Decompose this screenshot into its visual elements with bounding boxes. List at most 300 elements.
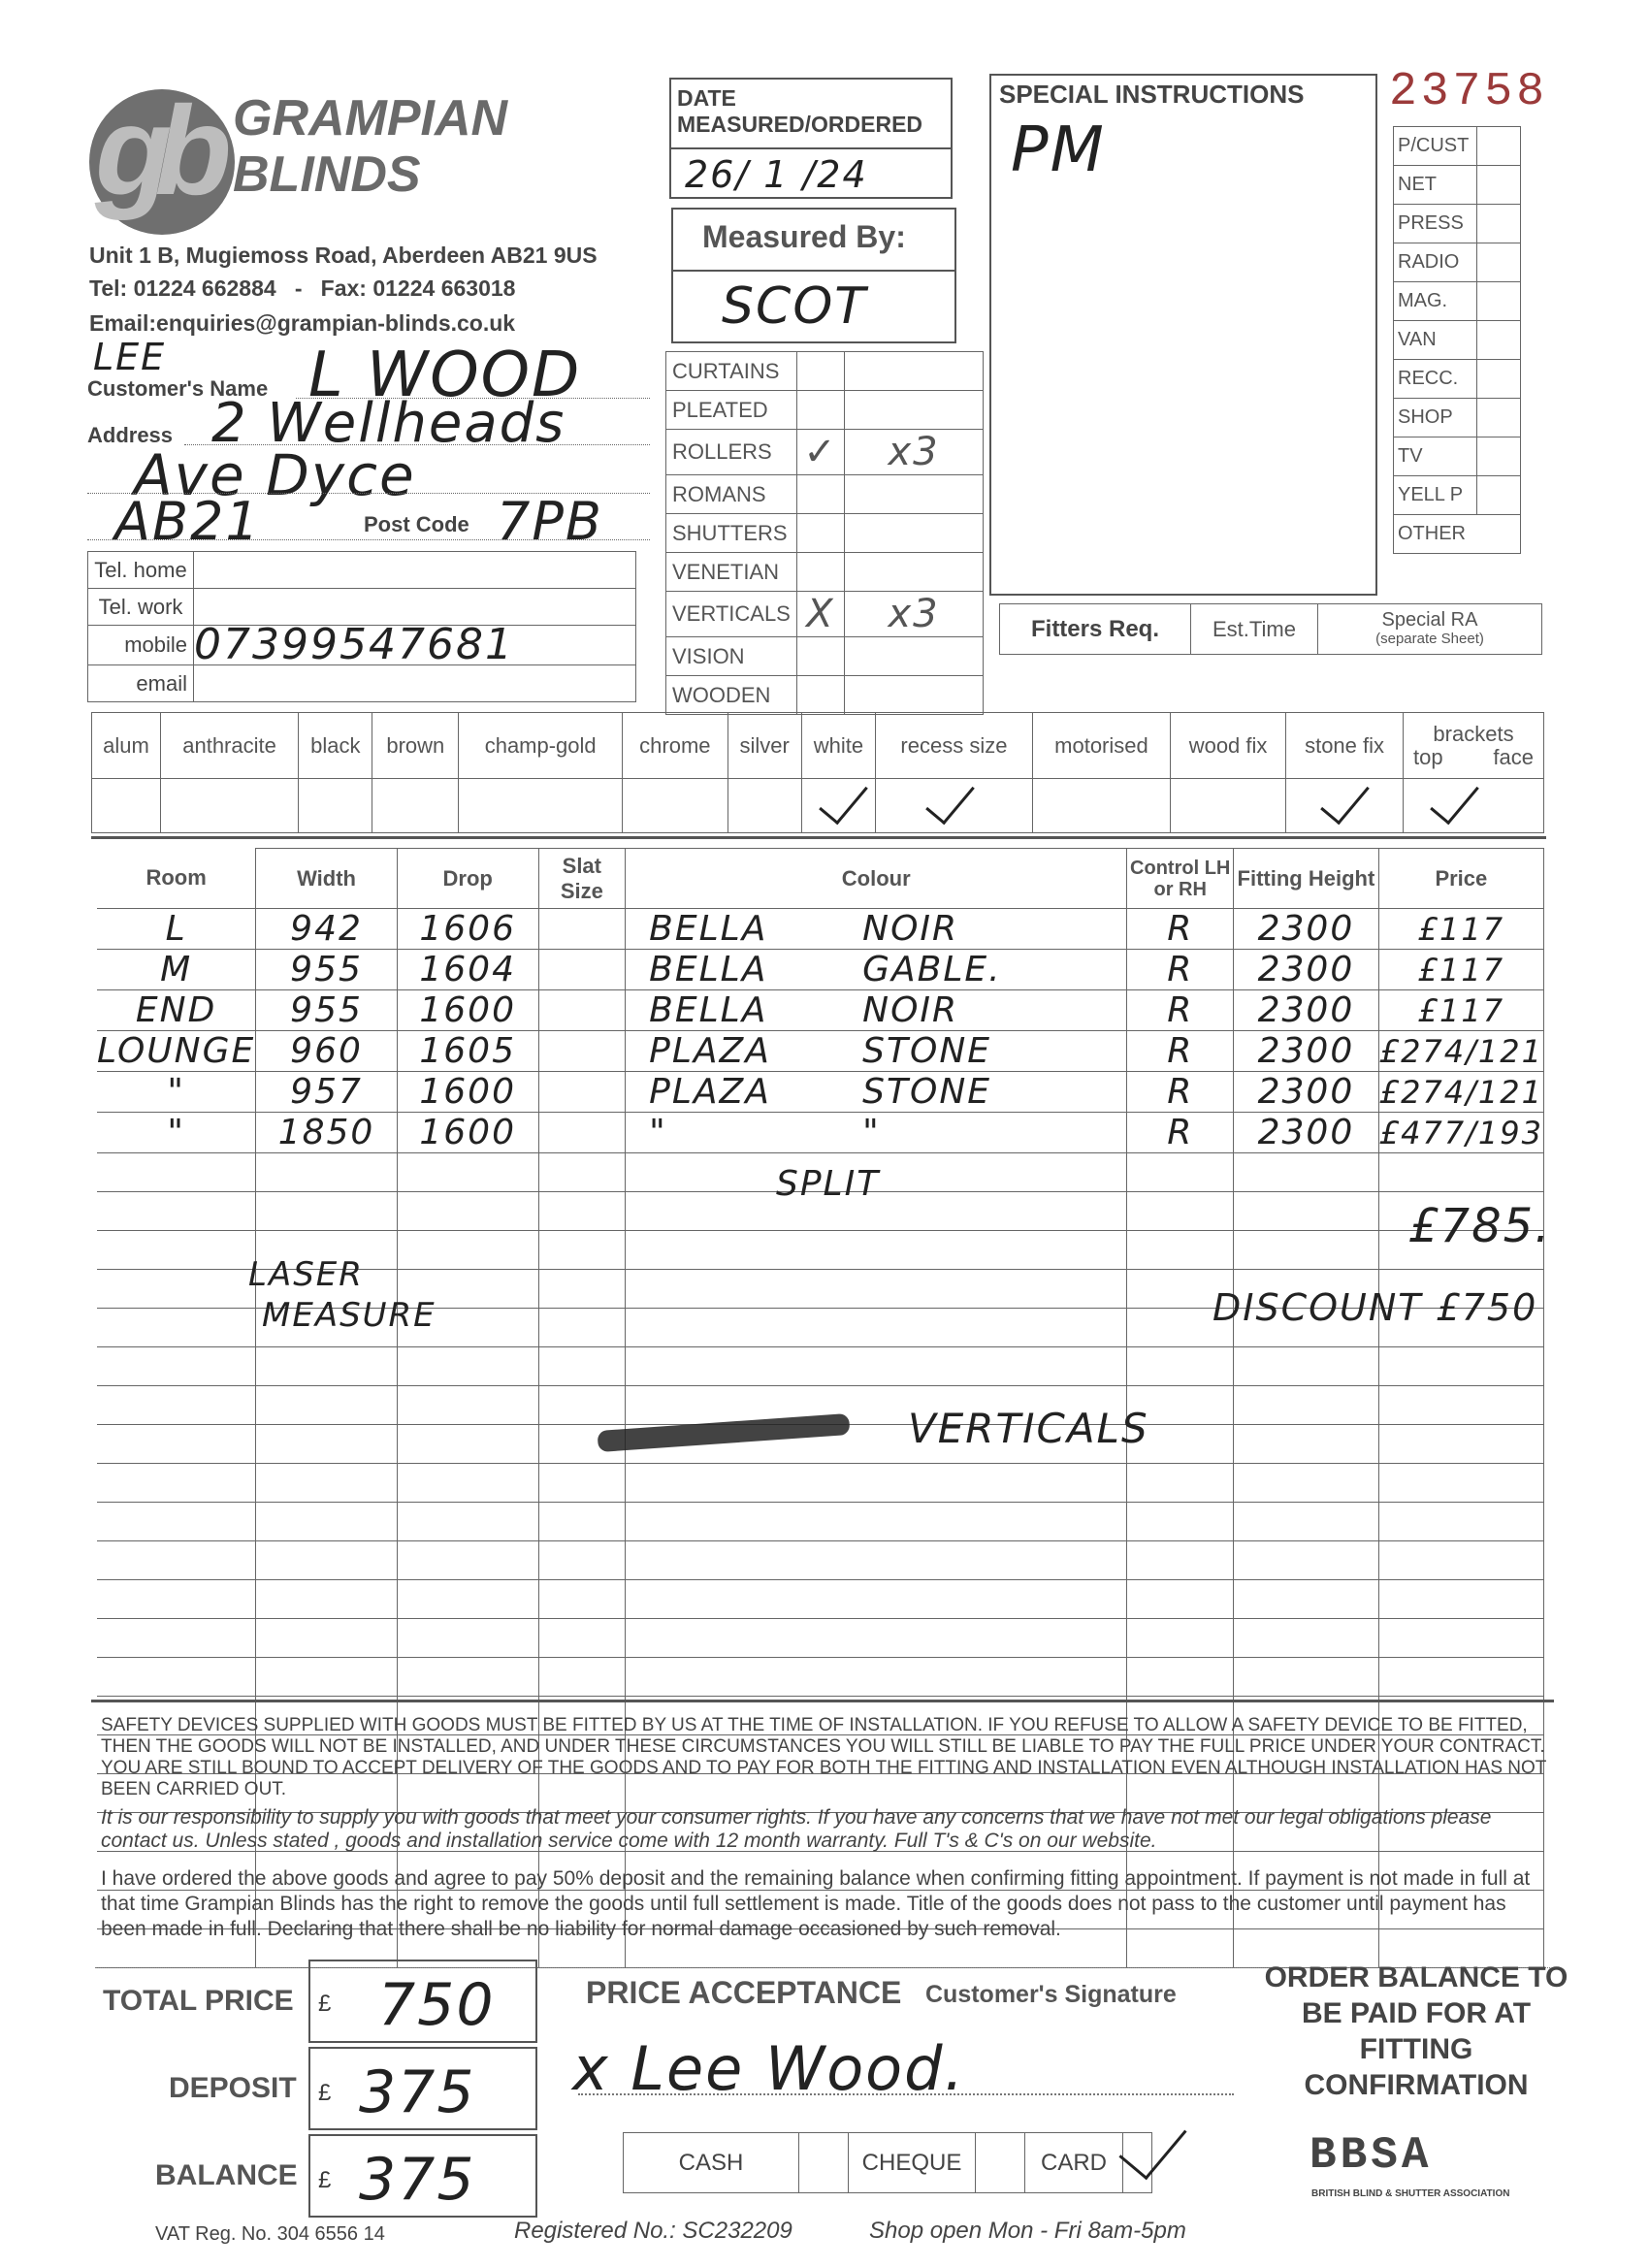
option-label: motorised — [1032, 713, 1170, 779]
payment-cheque: CHEQUE — [849, 2133, 976, 2193]
product-type-label: ROLLERS — [666, 430, 797, 475]
cell-drop: 1605 — [397, 1031, 538, 1072]
cell-control — [1127, 1619, 1234, 1658]
bbsa-logo: BBSA — [1310, 2130, 1433, 2181]
source-row — [1394, 399, 1521, 437]
cell-room: M — [97, 950, 256, 990]
email-label: email — [88, 665, 194, 702]
note-laser-1: LASER — [248, 1255, 364, 1294]
colour-shade: NOIR — [862, 990, 959, 1030]
brackets-value — [1404, 779, 1544, 833]
special-instructions-value: PM — [1011, 114, 1106, 186]
table-row — [97, 1541, 1544, 1580]
cell-drop — [397, 1503, 538, 1541]
source-checkbox — [1477, 360, 1521, 399]
source-row — [1394, 243, 1521, 282]
cell-price — [1378, 1347, 1543, 1386]
cell-width — [256, 1658, 398, 1697]
vat-number: VAT Reg. No. 304 6556 14 — [155, 2223, 385, 2245]
cell-room: " — [97, 1072, 256, 1113]
cell-room — [97, 1658, 256, 1697]
cell-room — [97, 1309, 256, 1347]
colour-name: PLAZA — [649, 1031, 771, 1071]
customer-name-label: Customer's Name — [87, 376, 269, 401]
cell-price: £117 — [1378, 909, 1543, 950]
cell-control — [1127, 1464, 1234, 1503]
options-table — [91, 712, 1544, 833]
table-row — [97, 1113, 1544, 1153]
cell-drop — [397, 1192, 538, 1231]
date-label: DATE MEASURED/ORDERED — [677, 85, 923, 137]
option-tick — [926, 773, 976, 826]
source-row — [1394, 205, 1521, 243]
option-value — [1286, 779, 1404, 833]
fitters-table — [999, 603, 1542, 655]
product-type-qty — [845, 676, 984, 715]
tel-work-label: Tel. work — [88, 589, 194, 626]
cell-slat — [538, 1464, 626, 1503]
measured-by-label: Measured By: — [702, 219, 906, 254]
address-line1: 2 Wellheads — [211, 392, 566, 455]
cell-colour — [626, 1503, 1127, 1541]
table-row — [97, 1619, 1544, 1658]
cell-drop — [397, 1658, 538, 1697]
cell-control — [1127, 1347, 1234, 1386]
cell-drop: 1600 — [397, 1072, 538, 1113]
source-checkbox — [1477, 205, 1521, 243]
cell-width — [256, 1619, 398, 1658]
cell-control: R — [1127, 1031, 1234, 1072]
special-ra — [1318, 604, 1542, 655]
option-value — [459, 779, 623, 833]
company-address: Unit 1 B, Mugiemoss Road, Aberdeen AB21 9US — [89, 243, 598, 268]
cell-slat — [538, 1658, 626, 1697]
option-label: anthracite — [160, 713, 298, 779]
cell-colour — [626, 1464, 1127, 1503]
cell-drop: 1600 — [397, 990, 538, 1031]
product-type-tick — [797, 352, 845, 391]
postcode-part1: AB21 — [114, 491, 261, 552]
cell-price — [1378, 1464, 1543, 1503]
option-label: alum — [92, 713, 161, 779]
total-box — [308, 1960, 537, 2043]
product-type-tick — [797, 676, 845, 715]
col-room: Room — [146, 865, 207, 891]
colour-name: BELLA — [649, 909, 768, 949]
source-row — [1394, 476, 1521, 515]
cell-price — [1378, 1153, 1543, 1192]
cell-colour — [626, 1541, 1127, 1580]
balance-label: BALANCE — [155, 2159, 298, 2191]
cell-slat — [538, 1541, 626, 1580]
product-type-qty — [845, 475, 984, 514]
measured-by-box — [671, 208, 956, 343]
cell-slat — [538, 1192, 626, 1231]
cell-colour — [626, 1113, 1127, 1153]
option-label: chrome — [623, 713, 728, 779]
contact-table — [87, 551, 636, 702]
postcode-part2: 7PB — [497, 491, 603, 552]
option-tick — [1320, 773, 1370, 826]
option-label: champ-gold — [459, 713, 623, 779]
cell-room: END — [97, 990, 256, 1031]
option-value — [1032, 779, 1170, 833]
product-type-tick: ✓ — [797, 430, 845, 475]
customer-last-name: L WOOD — [308, 340, 582, 411]
note-discount: DISCOUNT £750 — [1212, 1286, 1538, 1329]
cell-room — [97, 1192, 256, 1231]
address-label: Address — [87, 423, 174, 447]
product-type-qty — [845, 553, 984, 592]
cell-fitting — [1234, 1231, 1379, 1270]
cell-colour — [626, 1270, 1127, 1309]
brackets-face: face — [1493, 744, 1534, 769]
measured-by-value: SCOT — [722, 277, 868, 336]
cell-slat — [538, 1347, 626, 1386]
product-type-label: VISION — [666, 637, 797, 676]
cell-price — [1378, 1619, 1543, 1658]
cell-control: R — [1127, 909, 1234, 950]
cell-drop — [397, 1619, 538, 1658]
product-type-label: ROMANS — [666, 475, 797, 514]
cell-fitting: 2300 — [1234, 909, 1379, 950]
cell-drop — [397, 1347, 538, 1386]
colour-shade: " — [862, 1113, 881, 1152]
cell-slat — [538, 1072, 626, 1113]
cell-control: R — [1127, 1072, 1234, 1113]
source-row — [1394, 282, 1521, 321]
note-split: SPLIT — [776, 1164, 881, 1204]
product-type-qty — [845, 637, 984, 676]
cell-price — [1378, 1658, 1543, 1697]
logo-letters: gb — [95, 80, 214, 221]
cell-price: £477/193 — [1378, 1114, 1543, 1151]
cell-room: LOUNGE — [97, 1031, 256, 1071]
cell-fitting: 2300 — [1234, 1072, 1379, 1113]
product-type-row — [666, 553, 984, 592]
source-list — [1393, 126, 1521, 554]
table-row — [97, 1503, 1544, 1541]
cell-fitting: 2300 — [1234, 950, 1379, 990]
bbsa-sub: BRITISH BLIND & SHUTTER ASSOCIATION — [1311, 2188, 1510, 2199]
cell-fitting — [1234, 1386, 1379, 1425]
deposit-value: 375 — [359, 2058, 476, 2126]
source-checkbox — [1477, 127, 1521, 166]
source-checkbox — [1477, 437, 1521, 476]
colour-shade: STONE — [862, 1031, 992, 1071]
cell-fitting — [1234, 1192, 1379, 1231]
payment-cash-box — [799, 2133, 849, 2193]
colour-name: " — [649, 1113, 667, 1152]
product-type-row — [666, 592, 984, 637]
option-tick — [819, 773, 868, 826]
col-width: Width — [256, 849, 398, 909]
source-label: TV — [1394, 437, 1477, 476]
customer-first-name: LEE — [93, 336, 167, 378]
cell-slat — [538, 1619, 626, 1658]
cell-fitting — [1234, 1541, 1379, 1580]
table-row — [97, 1464, 1544, 1503]
source-checkbox — [1477, 321, 1521, 360]
order-balance-note: ORDER BALANCE TO BE PAID FOR AT FITTING CONFIRMATION — [1264, 1961, 1568, 2101]
cell-room: " — [97, 1113, 256, 1153]
cell-price: £117 — [1378, 950, 1543, 990]
cell-slat — [538, 1386, 626, 1425]
cell-drop: 1604 — [397, 950, 538, 990]
note-verticals: VERTICALS — [908, 1405, 1149, 1452]
cell-width: 960 — [256, 1031, 398, 1072]
cell-room — [97, 1425, 256, 1464]
cell-room — [97, 1464, 256, 1503]
option-label: wood fix — [1171, 713, 1286, 779]
option-value — [1171, 779, 1286, 833]
cell-colour — [626, 1072, 1127, 1113]
company-name-line1: GRAMPIAN — [233, 90, 508, 146]
brackets-label: brackets — [1433, 721, 1514, 746]
product-type-row — [666, 514, 984, 553]
cell-fitting — [1234, 1464, 1379, 1503]
email-value — [194, 665, 636, 702]
cell-drop — [397, 1425, 538, 1464]
product-type-qty — [845, 352, 984, 391]
cell-width — [256, 1192, 398, 1231]
cell-control: R — [1127, 990, 1234, 1031]
source-checkbox — [1477, 166, 1521, 205]
source-row — [1394, 127, 1521, 166]
cell-width — [256, 1503, 398, 1541]
source-checkbox — [1477, 282, 1521, 321]
source-label: OTHER — [1394, 515, 1521, 554]
cell-colour — [626, 1231, 1127, 1270]
total-currency: £ — [318, 1991, 332, 2017]
product-type-tick: X — [797, 592, 845, 637]
cell-colour — [626, 1658, 1127, 1697]
col-drop: Drop — [397, 849, 538, 909]
table-row — [97, 1031, 1544, 1072]
colour-shade: GABLE. — [862, 950, 1002, 989]
cell-room — [97, 1503, 256, 1541]
product-type-row — [666, 391, 984, 430]
brackets-header — [1404, 713, 1544, 779]
cell-control — [1127, 1658, 1234, 1697]
total-value: 750 — [378, 1971, 496, 2039]
source-label: P/CUST — [1394, 127, 1477, 166]
colour-name: BELLA — [649, 950, 768, 989]
cell-price — [1378, 1503, 1543, 1541]
source-checkbox — [1477, 243, 1521, 282]
cell-room — [97, 1231, 256, 1270]
cell-fitting — [1234, 1347, 1379, 1386]
table-row — [97, 1347, 1544, 1386]
cell-slat — [538, 1231, 626, 1270]
source-label: RADIO — [1394, 243, 1477, 282]
table-row — [97, 990, 1544, 1031]
option-value — [299, 779, 372, 833]
cell-price: £274/121 — [1378, 1032, 1543, 1070]
cell-fitting — [1234, 1153, 1379, 1192]
note-subtotal: £785. — [1408, 1199, 1552, 1253]
product-type-row — [666, 430, 984, 475]
terms-payment: I have ordered the above goods and agree to pay 50% deposit and the remaining balance when confirming fitting appointment. If payment is not made in full at that time Grampian Blinds has the right to remove the goods until full settlement is made. Title of the goods does not pass to the customer until payment has been made in full. Declaring that there shall be no liability for normal damage occasioned by such removal. — [101, 1867, 1531, 1940]
cell-price: £117 — [1378, 990, 1543, 1031]
product-type-label: SHUTTERS — [666, 514, 797, 553]
brackets-top: top — [1413, 744, 1443, 769]
option-value — [372, 779, 459, 833]
cell-slat — [538, 909, 626, 950]
cell-drop — [397, 1464, 538, 1503]
product-type-row — [666, 352, 984, 391]
cell-slat — [538, 1153, 626, 1192]
product-types-table — [665, 351, 984, 715]
option-label: black — [299, 713, 372, 779]
cell-colour — [626, 1347, 1127, 1386]
product-type-row — [666, 475, 984, 514]
option-value — [801, 779, 875, 833]
source-row — [1394, 166, 1521, 205]
mobile-value: 07399547681 — [194, 626, 636, 665]
colour-name: BELLA — [649, 990, 768, 1030]
option-label: stone fix — [1286, 713, 1404, 779]
tel-home-value — [194, 552, 636, 589]
product-type-tick — [797, 475, 845, 514]
option-label: white — [801, 713, 875, 779]
cell-width: 942 — [256, 909, 398, 950]
registered-number: Registered No.: SC232209 — [514, 2218, 792, 2244]
product-type-tick — [797, 637, 845, 676]
source-checkbox — [1477, 399, 1521, 437]
product-type-label: VERTICALS — [666, 592, 797, 637]
cell-fitting: 2300 — [1234, 1031, 1379, 1072]
payment-table — [623, 2132, 1152, 2193]
total-label: TOTAL PRICE — [103, 1985, 294, 2017]
cell-slat — [538, 1113, 626, 1153]
table-row — [97, 950, 1544, 990]
date-box — [669, 78, 953, 199]
cell-price: £274/121 — [1378, 1073, 1543, 1111]
product-type-label: VENETIAN — [666, 553, 797, 592]
cell-width — [256, 1153, 398, 1192]
cell-control: R — [1127, 950, 1234, 990]
special-instructions-label: SPECIAL INSTRUCTIONS — [999, 80, 1305, 109]
cell-drop: 1600 — [397, 1113, 538, 1153]
source-label: MAG. — [1394, 282, 1477, 321]
postcode-label: Post Code — [364, 512, 469, 536]
cell-width — [256, 1541, 398, 1580]
col-colour: Colour — [626, 849, 1127, 909]
source-row — [1394, 321, 1521, 360]
cell-width — [256, 1386, 398, 1425]
cell-slat — [538, 950, 626, 990]
cell-price — [1378, 1386, 1543, 1425]
cell-width — [256, 1580, 398, 1619]
shop-hours: Shop open Mon - Fri 8am-5pm — [869, 2218, 1186, 2244]
note-laser-2: MEASURE — [262, 1296, 436, 1335]
date-value: 26/ 1 /24 — [685, 153, 868, 196]
product-type-row — [666, 637, 984, 676]
payment-cheque-box — [976, 2133, 1025, 2193]
order-number: 23758 — [1389, 66, 1549, 118]
source-label: YELL P — [1394, 476, 1477, 515]
col-fitting: Fitting Height — [1234, 849, 1379, 909]
source-label: PRESS — [1394, 205, 1477, 243]
payment-cash: CASH — [624, 2133, 799, 2193]
company-name-line2: BLINDS — [233, 146, 421, 203]
cell-room — [97, 1153, 256, 1192]
source-row — [1394, 437, 1521, 476]
product-type-tick — [797, 514, 845, 553]
cell-fitting: 2300 — [1234, 990, 1379, 1031]
cell-room — [97, 1386, 256, 1425]
option-value — [160, 779, 298, 833]
cell-price — [1378, 1541, 1543, 1580]
table-row — [97, 1580, 1544, 1619]
source-label: NET — [1394, 166, 1477, 205]
colour-name: PLAZA — [649, 1072, 771, 1112]
cell-slat — [538, 1503, 626, 1541]
cell-price — [1378, 1425, 1543, 1464]
cell-colour — [626, 1309, 1127, 1347]
source-label: SHOP — [1394, 399, 1477, 437]
special-ra-sub: (separate Sheet) — [1375, 630, 1484, 647]
customer-signature: x Lee Wood. — [572, 2033, 966, 2104]
cell-slat — [538, 1270, 626, 1309]
table-row — [97, 1072, 1544, 1113]
option-value — [728, 779, 801, 833]
cell-colour — [626, 1580, 1127, 1619]
cell-room — [97, 1347, 256, 1386]
deposit-box — [308, 2047, 537, 2130]
product-type-label: PLEATED — [666, 391, 797, 430]
colour-shade: STONE — [862, 1072, 992, 1112]
cell-colour — [626, 990, 1127, 1031]
est-time-label: Est.Time — [1191, 604, 1318, 655]
cell-control — [1127, 1153, 1234, 1192]
cell-width: 957 — [256, 1072, 398, 1113]
option-label: recess size — [876, 713, 1033, 779]
cell-width: 955 — [256, 990, 398, 1031]
source-row — [1394, 360, 1521, 399]
balance-box — [308, 2134, 537, 2218]
special-instructions-box — [989, 74, 1377, 596]
cell-slat — [538, 1309, 626, 1347]
option-label: brown — [372, 713, 459, 779]
balance-currency: £ — [318, 2167, 332, 2193]
cell-room — [97, 1541, 256, 1580]
cell-room — [97, 1270, 256, 1309]
source-label: RECC. — [1394, 360, 1477, 399]
cell-slat — [538, 1580, 626, 1619]
cell-drop — [397, 1153, 538, 1192]
cell-fitting — [1234, 1580, 1379, 1619]
cell-control — [1127, 1541, 1234, 1580]
price-acceptance-sub: Customer's Signature — [925, 1981, 1177, 2008]
col-slat: Slat Size — [538, 849, 626, 909]
cell-fitting — [1234, 1658, 1379, 1697]
cell-drop — [397, 1386, 538, 1425]
tel-home-label: Tel. home — [88, 552, 194, 589]
cell-drop: 1606 — [397, 909, 538, 950]
option-value — [623, 779, 728, 833]
product-type-tick — [797, 553, 845, 592]
payment-card: CARD — [1025, 2133, 1123, 2193]
mobile-label: mobile — [88, 626, 194, 665]
product-type-label: CURTAINS — [666, 352, 797, 391]
product-type-qty: x3 — [845, 430, 984, 475]
cell-colour — [626, 950, 1127, 990]
option-value — [876, 779, 1033, 833]
company-email: Email:enquiries@grampian-blinds.co.uk — [89, 310, 516, 336]
cell-room — [97, 1580, 256, 1619]
